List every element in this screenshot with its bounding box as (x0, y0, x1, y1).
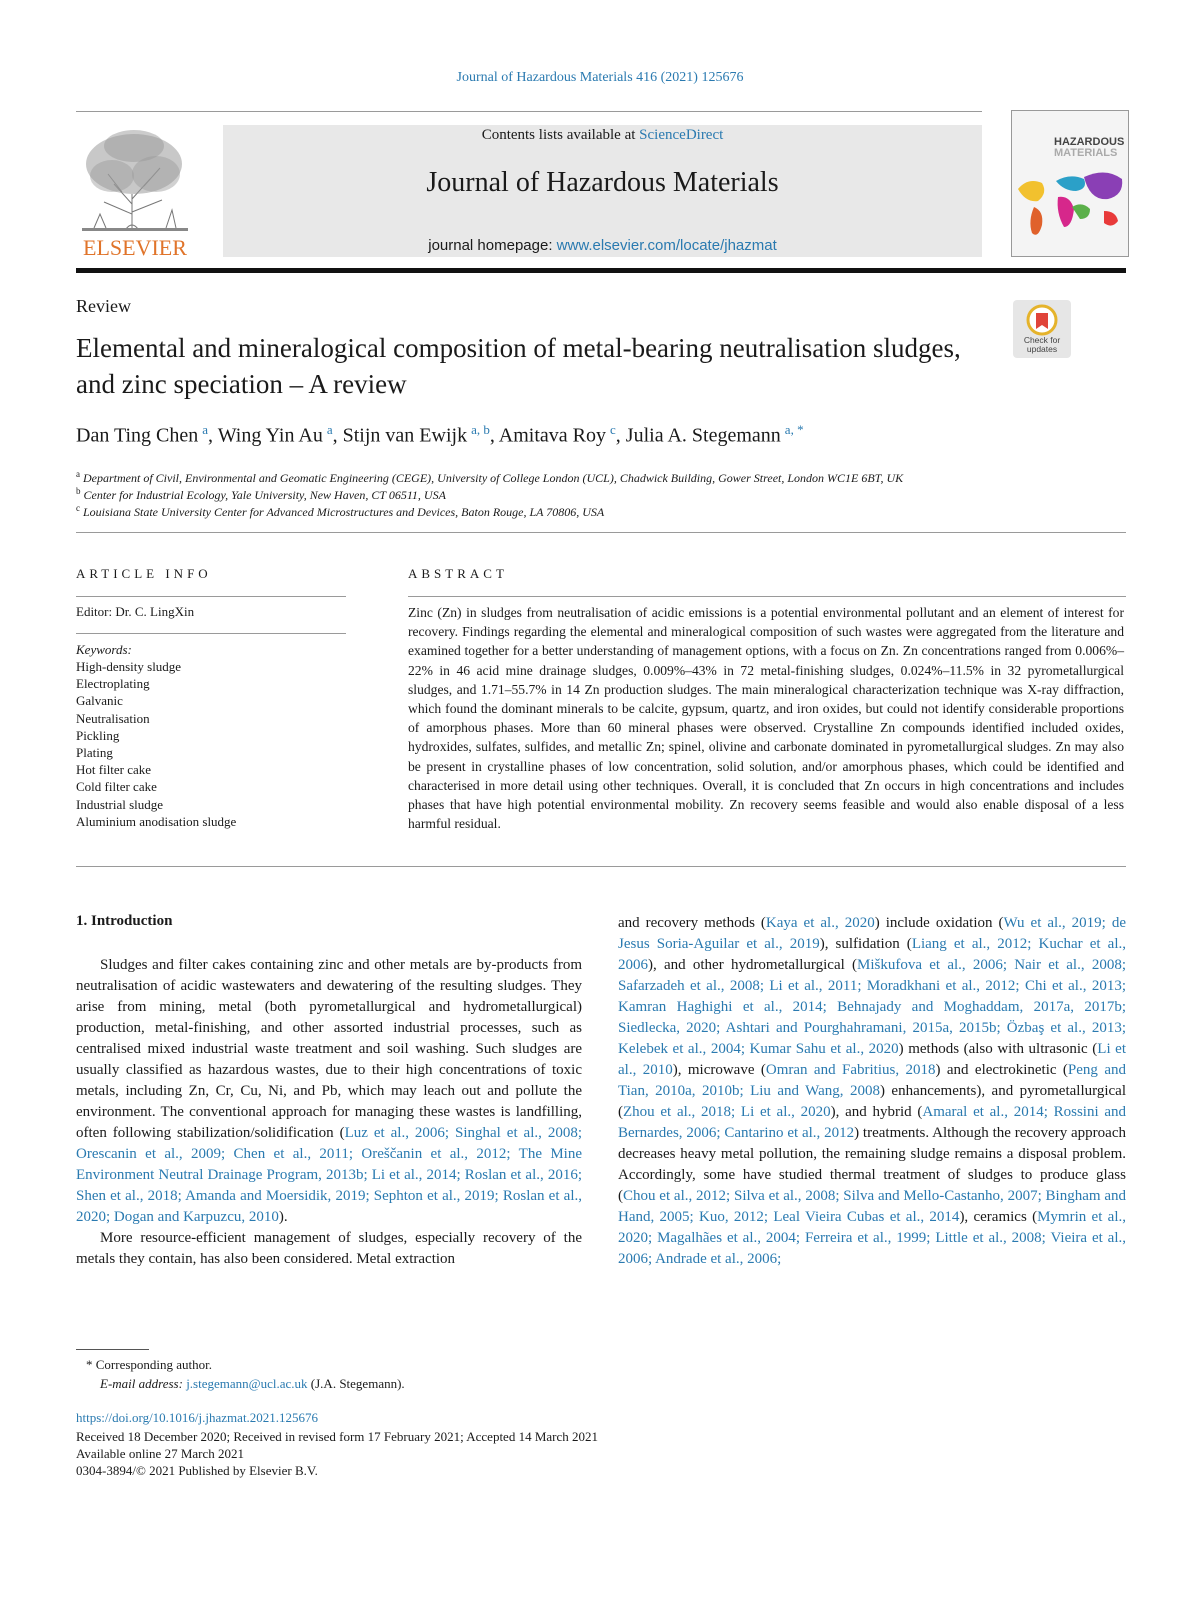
reference-link[interactable]: Peng and Tian, 2010a, 2010b; Liu and Wang, 2008 (618, 1062, 1126, 1099)
email-link[interactable]: j.stegemann@ucl.ac.uk (186, 1376, 308, 1391)
check-for-updates-button[interactable] (1013, 300, 1071, 358)
journal-homepage-line (223, 237, 982, 254)
body-text: ), ceramics ( (959, 1209, 1038, 1225)
author-affiliation-marker[interactable]: a (326, 422, 333, 437)
sciencedirect-link[interactable]: ScienceDirect (639, 127, 724, 143)
check-updates-line1: Check for (1023, 335, 1061, 345)
reference-link[interactable]: Chou et al., 2012; Silva et al., 2008; Silva and Mello-Castanho, 2007; Bingham and Hand, 2005; Kuo, 2012; Leal Vieira Cubas et al., 2014 (618, 1188, 1126, 1225)
body-left-column (76, 955, 582, 1270)
keyword-item: Hot filter cake (76, 762, 152, 778)
footnote-rule (76, 1349, 149, 1350)
body-text: ) methods (also with ultrasonic ( (898, 1041, 1098, 1057)
introduction-heading: 1. Introduction (76, 913, 173, 929)
keyword-item: Neutralisation (76, 710, 150, 726)
article-info-rule (76, 596, 346, 597)
affiliation-text: Louisiana State University Center for Advanced Microstructures and Devices, Baton Rouge, LA 70806, USA (83, 505, 605, 519)
keyword-item: Pickling (76, 727, 120, 743)
journal-header-banner (223, 125, 982, 257)
keyword-item: Galvanic (76, 693, 123, 709)
affiliations-rule (76, 532, 1126, 533)
affiliation (76, 486, 446, 503)
body-text: ) and electrokinetic ( (935, 1062, 1068, 1078)
body-text: Sludges and filter cakes containing zinc and other metals are by-products from neutralisation of acidic wastewaters and dewatering of the resulting sludges. They arise from mining, metal (both pyrometallurgical and hydrometallurgical) production, metal-finishing, and other assorted industrial processes, such as centralised mixed industrial waste treatment and soil washing. Such sludges are usually classified as hazardous wastes, due to their high concentrations of toxic metals, including Zn, Cr, Cu, Ni, and Pb, which may leach out and pollute the environment. The conventional approach for managing these wastes is landfilling, often following stabilization/solidification ( (76, 957, 582, 1141)
author-affiliation-marker[interactable]: c (610, 422, 616, 437)
author-name[interactable]: Dan Ting Chen (76, 424, 199, 447)
keywords-list (76, 658, 236, 830)
reference-link[interactable]: Luz et al., 2006; Singhal et al., 2008; Orescanin et al., 2009; Chen et al., 2011; Oreščanin et al., 2012; The Mine Environment Neutral Drainage Program, 2013b; Li et al., 2014; Roslan et al., 2016; Shen et al., 2018; Amanda and Moersidik, 2019; Sephton et al., 2019; Roslan et al., 2020; Dogan and Karpuzcu, 2010 (76, 1125, 582, 1225)
reference-link[interactable]: Kaya et al., 2020 (765, 915, 875, 931)
cover-world-map-icon (1012, 111, 1128, 256)
author-list: Dan Ting Chen $^a$, Wing Yin Au $^a$, Stijn van Ewijk $^{a, b}$, Amitava Roy $^c$, Julia A. Stegemann $^{a, *}$ (76, 422, 804, 447)
elsevier-wordmark: ELSEVIER (83, 235, 187, 260)
journal-citation[interactable]: Journal of Hazardous Materials 416 (2021) 125676 (456, 70, 744, 85)
body-text: ), microwave ( (672, 1062, 766, 1078)
intro-paragraph-2 (76, 1228, 582, 1270)
affiliation-marker: a (76, 469, 80, 479)
keyword-item: Industrial sludge (76, 796, 164, 812)
keyword-item: Plating (76, 745, 113, 761)
abstract-text: Zinc (Zn) in sludges from neutralisation of acidic emissions is a potential environmental pollutant and an element of interest for recovery. Findings regarding the elemental and mineralogical composition of such wastes were aggregated from the literature and examined together for a better understanding of management options, with a focus on Zn. Zn concentrations ranged from 0.006%–22% in 46 acid mine drainage sludges, 0.009%–43% in 72 metal-finishing sludges, 0.024%–11.5% in 32 pyrometallurgical sludges, and 1.71–55.7% in 14 Zn production sludges. The main mineralogical characterization technique was X-ray diffraction, which found the dominant minerals to be calcite, gypsum, quartz, and iron oxides, but could not identify considerable proportions of amorphous phases. More than 60 mineral phases were observed. Crystalline Zn compounds identified included oxides, hydroxides, sulfates, sulfides, and metallic Zn; spinel, olivine and carbonate dominated in pyrometallurgical sludges. Zn may also be present in crystalline phases of low concentration, solid solution, and/or amorphous phases, which could be identified and characterised in more detail using other techniques. Overall, it is concluded that Zn occurs in high concentrations and includes phases that have high potential environmental mobility. Zn recovery seems feasible and would also enable disposal of a less harmful residual. (408, 605, 1124, 832)
publication-info (76, 1428, 598, 1479)
body-text: ) include oxidation ( (874, 915, 1004, 931)
abstract-bottom-rule (76, 866, 1126, 867)
affiliation-marker: c (76, 503, 80, 513)
email-label: E-mail address: (100, 1376, 187, 1391)
body-text: ), and other hydrometallurgical ( (648, 957, 858, 973)
body-text: ), and hybrid ( (830, 1104, 923, 1120)
author-name[interactable]: Julia A. Stegemann (625, 424, 781, 447)
keyword-item: High-density sludge (76, 659, 182, 674)
author-name[interactable]: Wing Yin Au (217, 424, 323, 447)
contents-prefix: Contents lists available at (481, 127, 640, 143)
abstract-heading: ABSTRACT (408, 566, 508, 581)
cover-title-line2: MATERIALS (1054, 147, 1118, 159)
email-suffix: (J.A. Stegemann). (307, 1376, 405, 1391)
body-text: ), sulfidation ( (819, 936, 912, 952)
body-text: ) treatments. Although the recovery approach decreases heavy metal pollution, the remaining sludge remains a disposal problem. Accordingly, some have studied thermal treatment of sludges to produce glass ( (618, 1125, 1126, 1204)
copyright-line: 0304-3894/© 2021 Published by Elsevier B.V. (76, 1463, 318, 1478)
article-title: Elemental and mineralogical composition of metal-bearing neutralisation sludges, and zinc speciation – A review (76, 333, 961, 399)
body-text: ). (278, 1209, 288, 1225)
affiliation-text: Department of Civil, Environmental and Geomatic Engineering (CEGE), University of College London (UCL), Chadwick Building, Gower Street, London WC1E 6BT, UK (83, 471, 904, 485)
article-info-heading: ARTICLE INFO (76, 566, 212, 581)
elsevier-tree-icon (74, 124, 196, 260)
corresponding-author-note: * Corresponding author. (86, 1357, 213, 1372)
reference-link[interactable]: Miškufova et al., 2006; Nair et al., 2008; Safarzadeh et al., 2008; Li et al., 2011; Moradkhani et al., 2012; Chi et al., 2013; Kamran Haghighi et al., 2014; Behnajady and Moghaddam, 2017a, 2017b; Siedlecka, 2020; Ashtari and Pourghahramani, 2015a, 2015b; Özbaş et al., 2013; Kelebek et al., 2004; Kumar Sahu et al., 2020 (618, 957, 1126, 1057)
journal-title: Journal of Hazardous Materials (426, 167, 779, 198)
intro-paragraph-continued (618, 913, 1126, 1270)
affiliation-marker: b (76, 486, 81, 496)
doi-link[interactable]: https://doi.org/10.1016/j.jhazmat.2021.125676 (76, 1410, 319, 1425)
author-affiliation-marker[interactable]: a, b (471, 422, 490, 437)
journal-homepage-link[interactable]: www.elsevier.com/locate/jhazmat (556, 237, 777, 254)
body-right-column (618, 913, 1126, 1270)
header-thick-rule (76, 268, 1126, 273)
author-name[interactable]: Stijn van Ewijk (342, 424, 468, 447)
reference-link[interactable]: Zhou et al., 2018; Li et al., 2020 (623, 1104, 831, 1120)
author-affiliation-marker[interactable]: a (202, 422, 209, 437)
reference-link[interactable]: Mymrin et al., 2020; Magalhães et al., 2004; Ferreira et al., 1999; Little et al., 2008; Vieira et al., 2006; Andrade et al., 2006; (618, 1209, 1126, 1267)
received-dates: Received 18 December 2020; Received in revised form 17 February 2021; Accepted 14 March 2021 (76, 1429, 598, 1444)
author-name[interactable]: Amitava Roy (498, 424, 606, 447)
keywords-heading: Keywords: (76, 642, 132, 657)
article-type: Review (76, 296, 131, 316)
email-note (100, 1376, 405, 1392)
affiliation (76, 469, 903, 486)
reference-link[interactable]: Wu et al., 2019; de Jesus Soria-Aguilar et al., 2019 (618, 915, 1126, 952)
keywords-rule (76, 633, 346, 634)
keyword-item: Aluminium anodisation sludge (76, 813, 237, 829)
abstract-rule (408, 596, 1126, 597)
body-text: ) enhancements), and pyrometallurgical ( (618, 1083, 1127, 1120)
reference-link[interactable]: Li et al., 2010 (618, 1041, 1127, 1078)
keyword-item: Cold filter cake (76, 779, 157, 795)
available-online: Available online 27 March 2021 (76, 1446, 244, 1461)
check-for-updates-icon (1013, 300, 1071, 358)
homepage-prefix: journal homepage: (428, 237, 557, 254)
elsevier-logo (74, 124, 196, 260)
author-affiliation-marker[interactable]: a, * (784, 422, 804, 437)
reference-link[interactable]: Liang et al., 2012; Kuchar et al., 2006 (618, 936, 1126, 973)
contents-available-line (223, 127, 982, 144)
editor-line: Editor: Dr. C. LingXin (76, 604, 195, 619)
cover-title-line1: HAZARDOUS (1054, 136, 1125, 148)
check-updates-line2: updates (1026, 344, 1058, 354)
body-text: More resource-efficient management of sludges, especially recovery of the metals they contain, has also been considered. Metal extraction (76, 1230, 582, 1267)
journal-cover-image[interactable] (1011, 110, 1129, 257)
header-top-rule (76, 111, 982, 112)
keyword-item: Electroplating (76, 676, 150, 692)
reference-link[interactable]: Amaral et al., 2014; Rossini and Bernardes, 2006; Cantarino et al., 2012 (618, 1104, 1127, 1141)
affiliation-text: Center for Industrial Ecology, Yale University, New Haven, CT 06511, USA (83, 488, 446, 502)
affiliation (76, 503, 604, 520)
intro-paragraph-1 (76, 955, 582, 1228)
body-text: and recovery methods ( (618, 915, 766, 931)
reference-link[interactable]: Omran and Fabritius, 2018 (765, 1062, 936, 1078)
